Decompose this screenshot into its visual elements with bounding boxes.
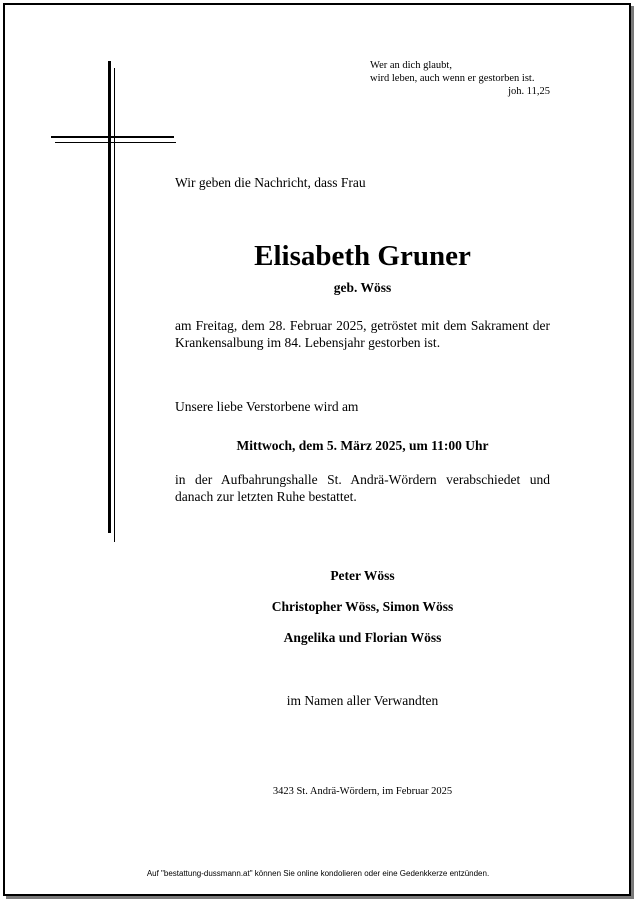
ceremony-details: in der Aufbahrungshalle St. Andrä-Wördern verabschiedet und danach zur letzten Ruhe bestattet. <box>175 472 550 504</box>
bible-verse <box>370 59 550 98</box>
cross-horizontal-bar <box>51 136 174 138</box>
place-and-date: 3423 St. Andrä-Wördern, im Februar 2025 <box>272 786 453 797</box>
maiden-name: geb. Wöss <box>333 280 392 295</box>
intro-text: Wir geben die Nachricht, dass Frau <box>175 175 366 190</box>
cross-vertical-bar <box>108 61 111 533</box>
ceremony-datetime: Mittwoch, dem 5. März 2025, um 11:00 Uhr <box>236 438 489 453</box>
farewell-intro: Unsere liebe Verstorbene wird am <box>175 399 359 414</box>
mourner-name: Christopher Wöss, Simon Wöss <box>271 599 454 614</box>
mourner-name: Peter Wöss <box>330 568 395 583</box>
mourner-name: Angelika und Florian Wöss <box>283 630 442 645</box>
mourners-list <box>175 567 550 660</box>
verse-reference: joh. 11,25 <box>508 86 550 97</box>
relatives-note: im Namen aller Verwandten <box>286 693 439 708</box>
verse-line-1: Wer an dich glaubt, <box>370 60 452 71</box>
verse-line-2: wird leben, auch wenn er gestorben ist. <box>370 73 535 84</box>
footer-note: Auf "bestattung-dussmann.at" können Sie online kondolieren oder eine Gedenkkerze entzünden. <box>146 869 490 878</box>
death-notice: am Freitag, dem 28. Februar 2025, getröstet mit dem Sakrament der Krankensalbung im 84. Lebensjahr gestorben ist. <box>175 318 550 350</box>
cross-vertical-shadow-line <box>114 68 115 542</box>
cross-horizontal-shadow-line <box>55 142 176 143</box>
deceased-name: Elisabeth Gruner <box>254 240 471 272</box>
